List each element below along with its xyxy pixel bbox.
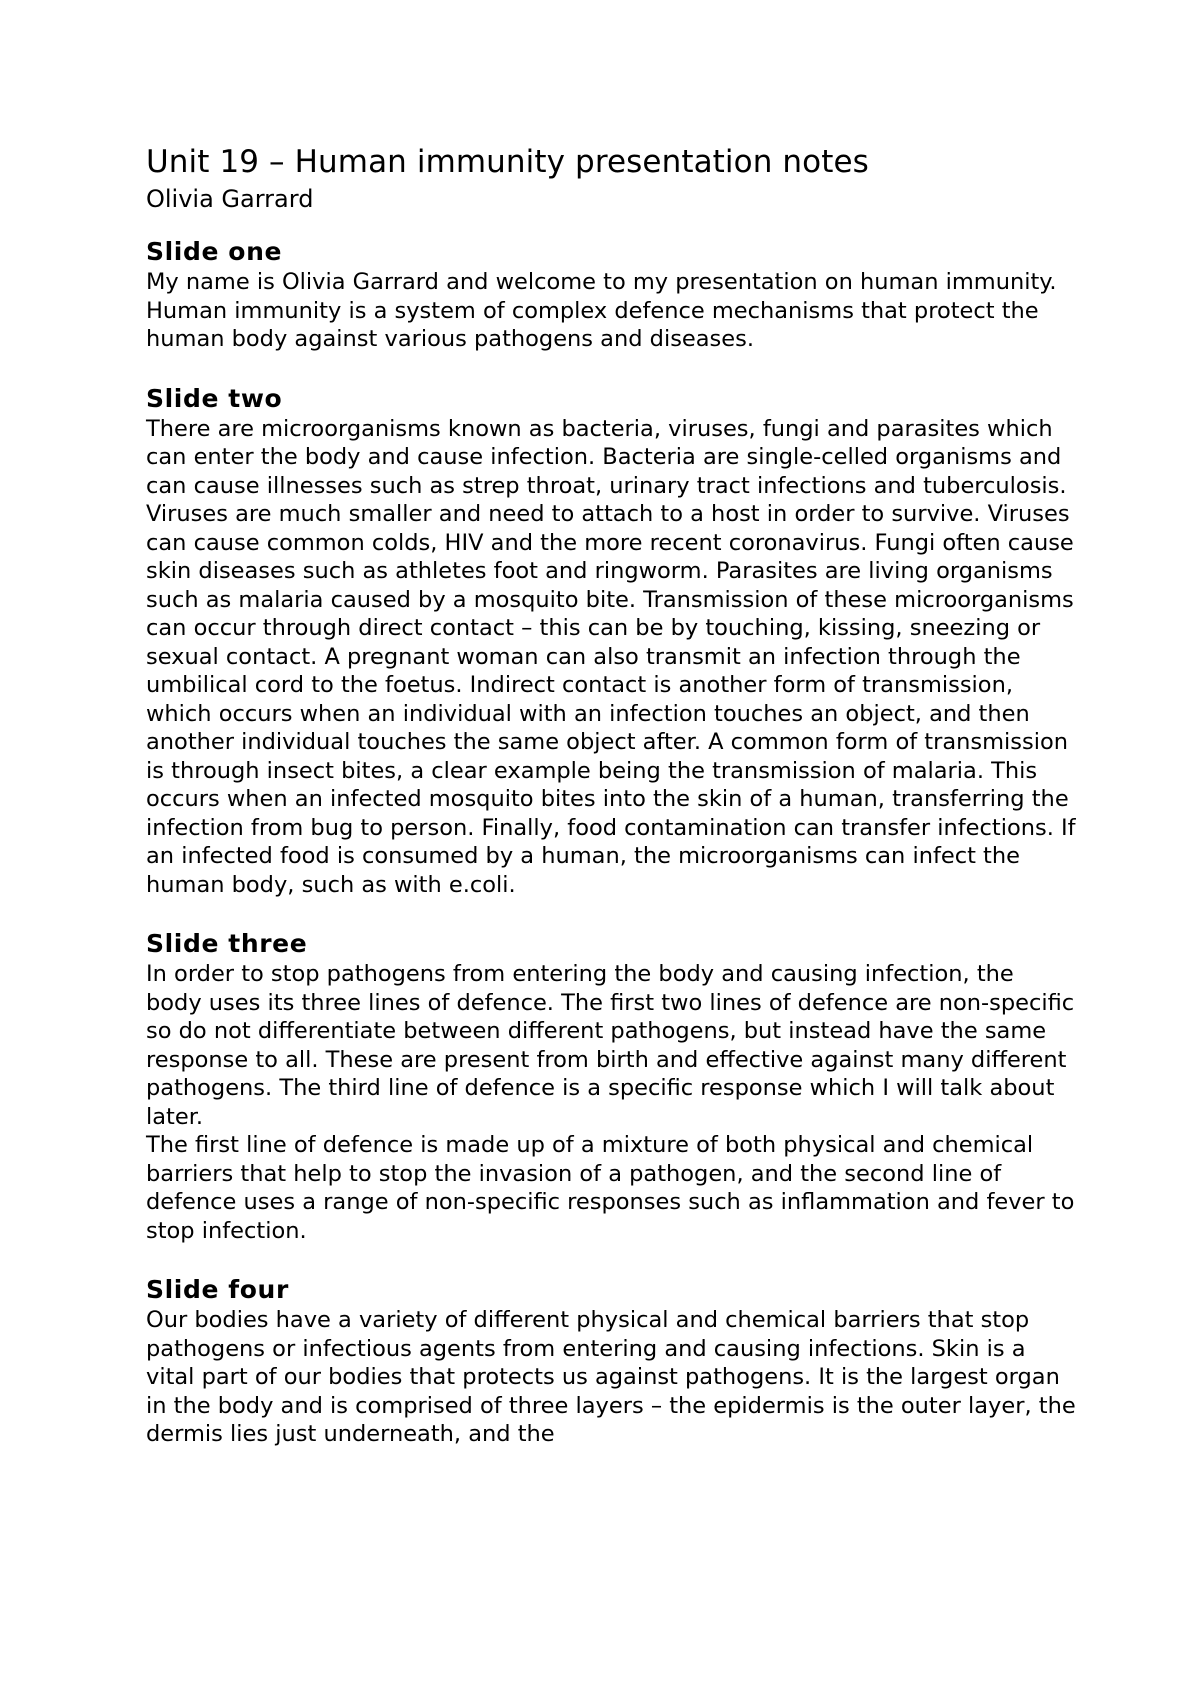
section-slide-three bbox=[146, 928, 1076, 1245]
section-heading: Slide two bbox=[146, 383, 283, 413]
paragraph: Human immunity is a system of complex defence mechanisms that protect the human body against various pathogens and diseases. bbox=[146, 297, 1039, 352]
paragraph: The first line of defence is made up of a mixture of both physical and chemical barriers that help to stop the invasion of a pathogen, and the second line of defence uses a range of non-specific responses such as inflammation and fever to stop infection. bbox=[146, 1132, 1075, 1244]
paragraph: Our bodies have a variety of different physical and chemical barriers that stop pathogens or infectious agents from entering and causing infections. Skin is a vital part of our bodies that protects us against pathogens. It is the largest organ in the body and is comprised of three layers – the epidermis is the outer layer, the dermis lies just underneath, and the bbox=[146, 1307, 1076, 1447]
document-title: Unit 19 – Human immunity presentation notes bbox=[146, 144, 869, 180]
section-slide-two bbox=[146, 383, 1076, 900]
section-heading: Slide one bbox=[146, 237, 283, 266]
section-slide-one bbox=[146, 236, 1076, 354]
section-slide-four bbox=[146, 1274, 1076, 1449]
paragraph: There are microorganisms known as bacteria, viruses, fungi and parasites which can enter the body and cause infection. Bacteria are single-celled organisms and can cause illnesses such as strep throat, urinary tract infections and tuberculosis. Viruses are much smaller and need to attach to a host in order to survive. Viruses can cause common colds, HIV and the more recent coronavirus. Fungi often cause skin diseases such as athletes foot and ringworm. Parasites are living organisms such as malaria caused by a mosquito bite. Transmission of these microorganisms can occur through direct contact – this can be by touching, kissing, sneezing or sexual contact. A pregnant woman can also transmit an infection through the umbilical cord to the foetus. Indirect contact is another form of transmission, which occurs when an individual with an infection touches an object, and then another individual touches the same object after. A common form of transmission is through insect bites, a clear example being the transmission of malaria. This occurs when an infected mosquito bites into the skin of a human, transferring the infection from bug to person. Finally, food contamination can transfer infections. If an infected food is consumed by a human, the microorganisms can infect the human body, such as with e.coli. bbox=[146, 415, 1076, 898]
section-heading: Slide four bbox=[146, 1275, 289, 1304]
document-body bbox=[146, 142, 1076, 1478]
paragraph: My name is Olivia Garrard and welcome to my presentation on human immunity. bbox=[146, 269, 1057, 295]
document-author: Olivia Garrard bbox=[146, 185, 314, 213]
section-heading: Slide three bbox=[146, 929, 308, 958]
paragraph: In order to stop pathogens from entering the body and causing infection, the body uses its three lines of defence. The first two lines of defence are non-specific so do not differentiate between different pathogens, but instead have the same response to all. These are present from birth and effective against many different pathogens. The third line of defence is a specific response which I will talk about later. bbox=[146, 961, 1075, 1130]
